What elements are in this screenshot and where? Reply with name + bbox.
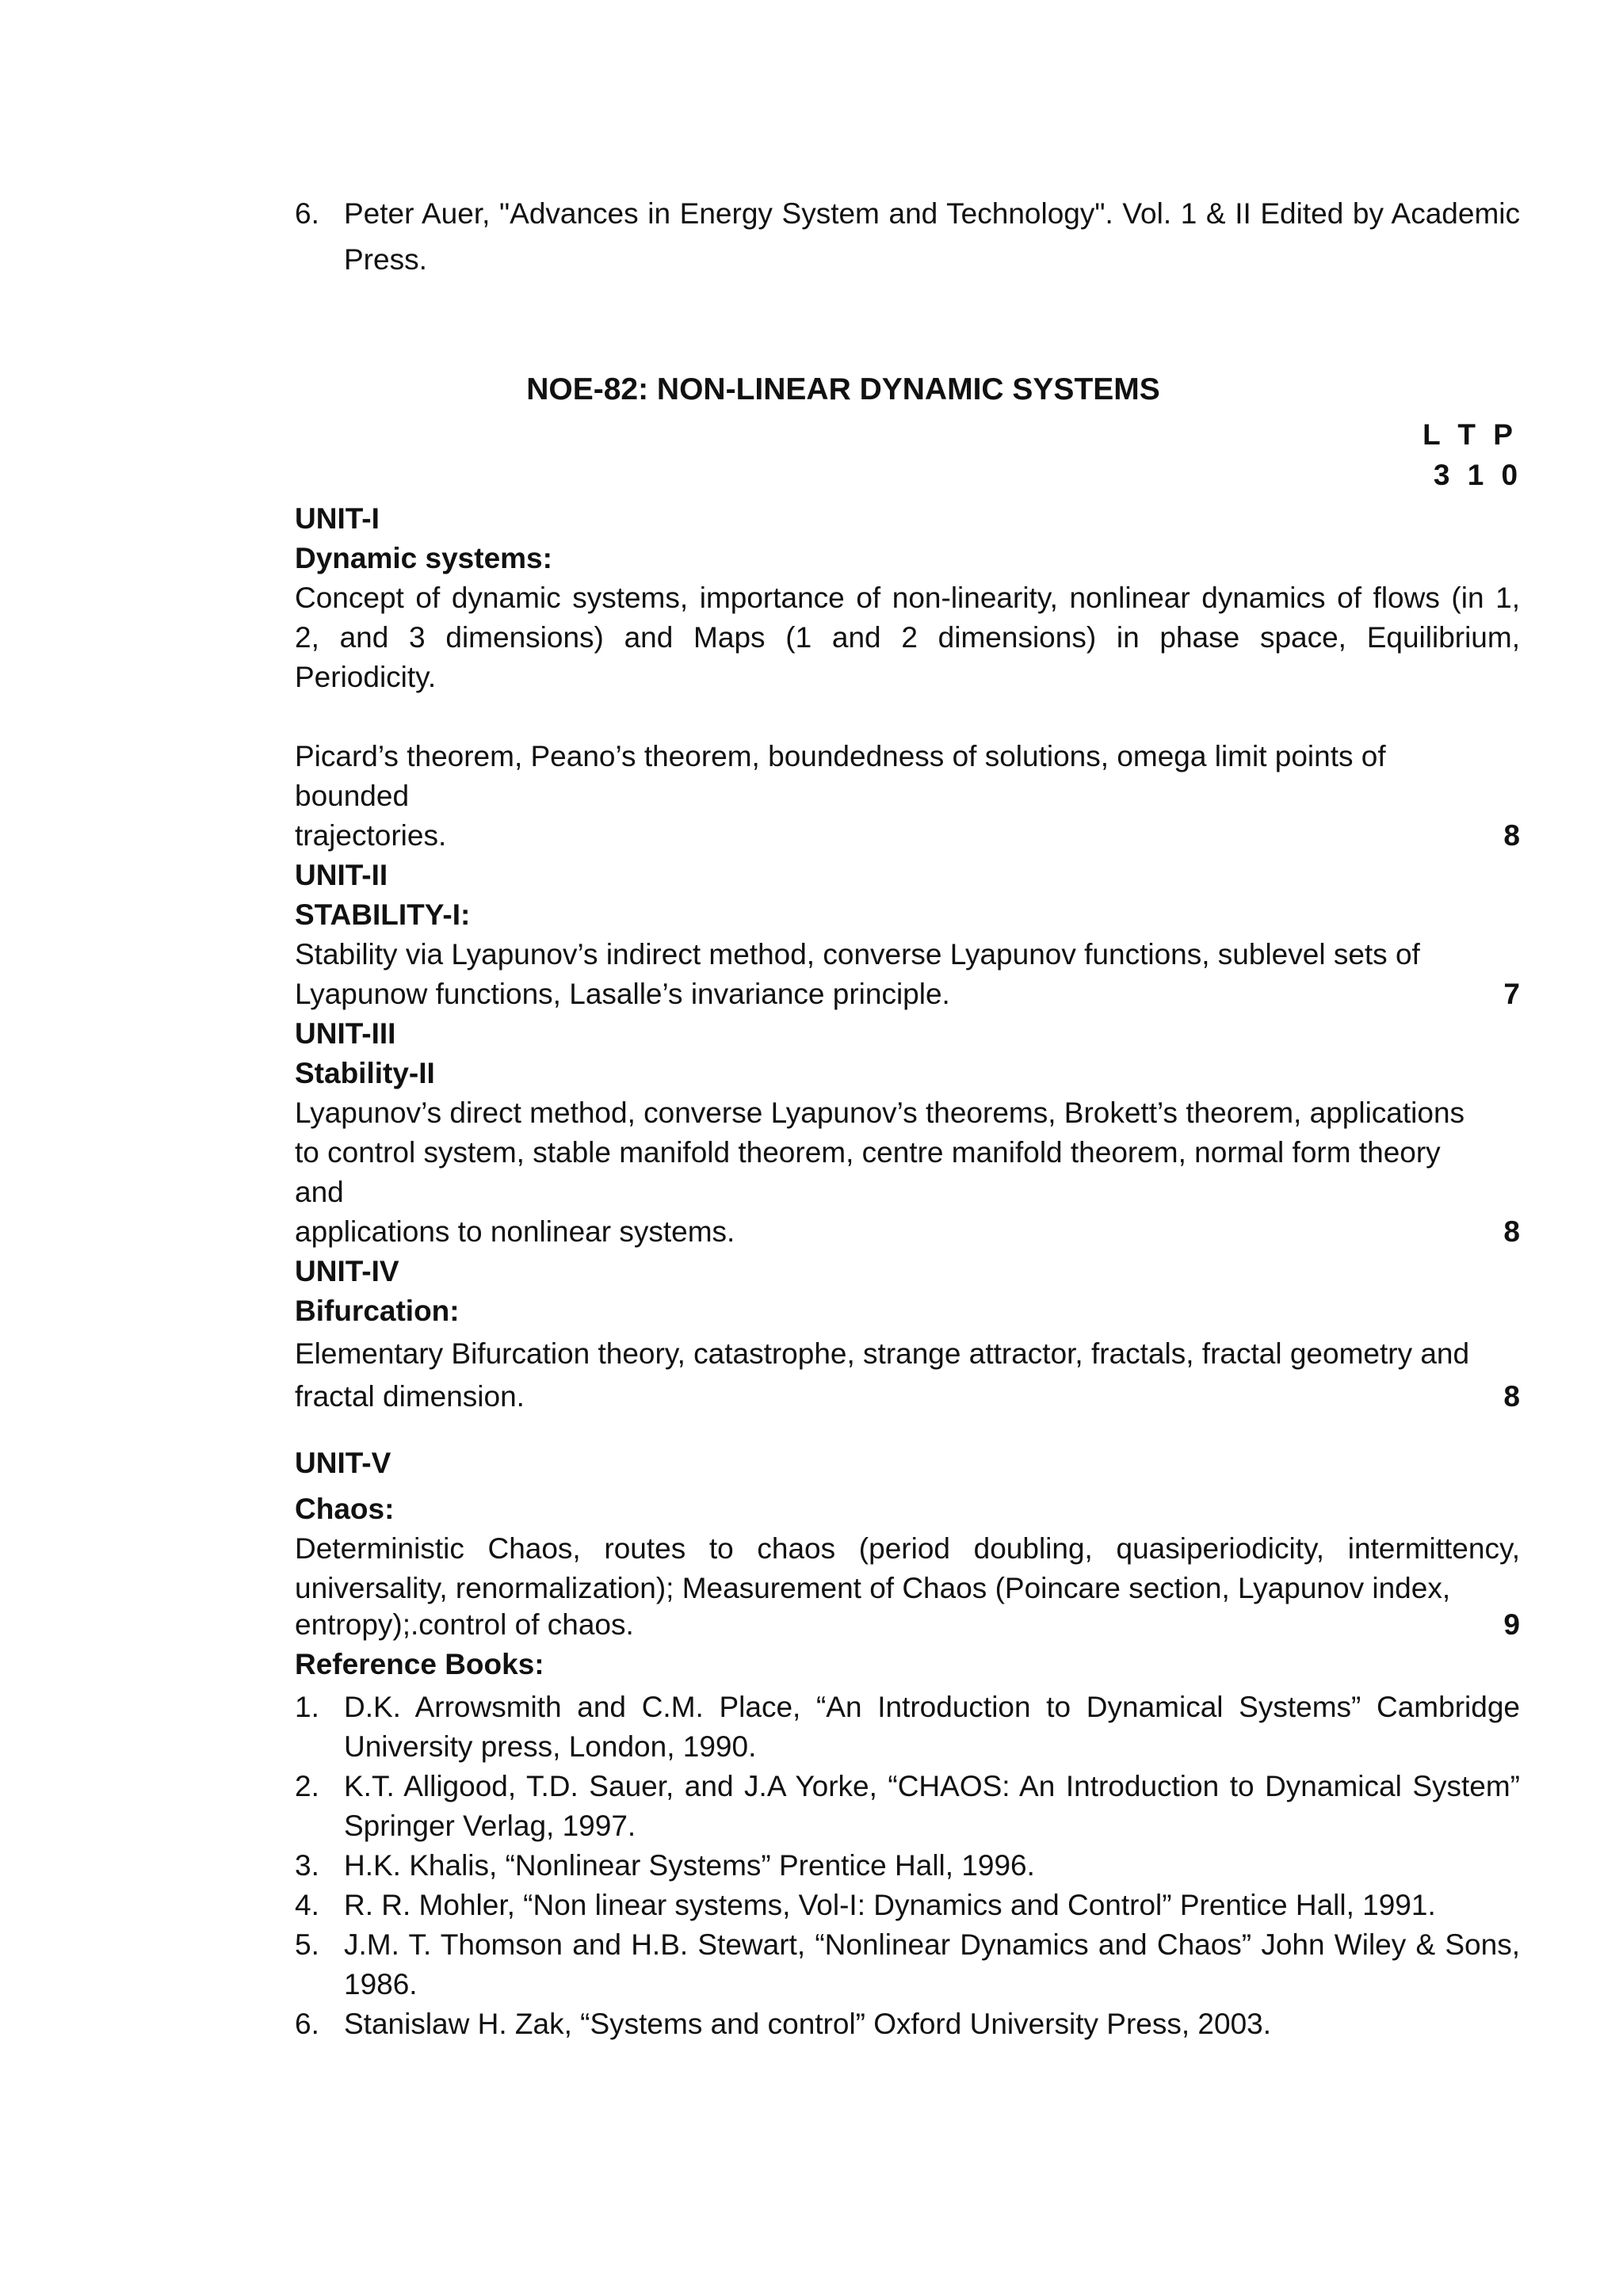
unit-1-text-line-5: bounded xyxy=(295,780,410,812)
unit-5-hours: 9 xyxy=(1503,1608,1520,1641)
unit-2-text-line-1: Stability via Lyapunov’s indirect method, converse Lyapunov functions, sublevel sets of xyxy=(295,938,1420,971)
reference-5-line-2: 1986. xyxy=(344,1968,418,2000)
unit-1-text-line-3: Periodicity. xyxy=(295,661,437,693)
unit-3-heading: Stability-II xyxy=(295,1057,435,1089)
reference-1-number: 1. xyxy=(295,1691,319,1723)
unit-1-text-line-4: Picard’s theorem, Peano’s theorem, boundedness of solutions, omega limit points of xyxy=(295,740,1386,772)
unit-5-text-line-1: Deterministic Chaos, routes to chaos (period doubling, quasiperiodicity, intermittency, xyxy=(295,1532,1520,1565)
unit-1-hours: 8 xyxy=(1503,819,1520,852)
unit-3-label: UNIT-III xyxy=(295,1017,396,1050)
ltp-label: L T P xyxy=(1423,418,1518,451)
unit-5-heading: Chaos: xyxy=(295,1493,395,1525)
reference-5-line-1: J.M. T. Thomson and H.B. Stewart, “Nonlinear Dynamics and Chaos” John Wiley & Sons, xyxy=(344,1928,1520,1961)
unit-5-label: UNIT-V xyxy=(295,1447,391,1479)
reference-2-line-1: K.T. Alligood, T.D. Sauer, and J.A Yorke, “CHAOS: An Introduction to Dynamical System” xyxy=(344,1770,1520,1802)
reference-4-number: 4. xyxy=(295,1889,319,1921)
unit-1-heading: Dynamic systems: xyxy=(295,542,552,574)
top-reference-number: 6. xyxy=(295,197,319,230)
unit-3-text-line-3: and xyxy=(295,1176,344,1208)
unit-5-text-line-2: universality, renormalization); Measurement of Chaos (Poincare section, Lyapunov index, xyxy=(295,1572,1451,1604)
unit-4-text-line-1: Elementary Bifurcation theory, catastrophe, strange attractor, fractals, fractal geometry and xyxy=(295,1337,1470,1370)
unit-1-text-line-6: trajectories. xyxy=(295,819,447,852)
unit-2-text-line-2: Lyapunow functions, Lasalle’s invariance principle. xyxy=(295,978,950,1010)
reference-4-line-1: R. R. Mohler, “Non linear systems, Vol-I: Dynamics and Control” Prentice Hall, 1991. xyxy=(344,1889,1436,1921)
top-reference-line-2: Press. xyxy=(344,243,427,276)
reference-2-line-2: Springer Verlag, 1997. xyxy=(344,1810,636,1842)
unit-2-heading: STABILITY-I: xyxy=(295,898,471,931)
reference-3-number: 3. xyxy=(295,1849,319,1882)
unit-4-heading: Bifurcation: xyxy=(295,1295,460,1327)
reference-1-line-2: University press, London, 1990. xyxy=(344,1730,757,1763)
unit-4-label: UNIT-IV xyxy=(295,1255,399,1287)
unit-2-label: UNIT-II xyxy=(295,859,388,891)
unit-4-text-line-2: fractal dimension. xyxy=(295,1380,525,1413)
unit-3-text-line-1: Lyapunov’s direct method, converse Lyapunov’s theorems, Brokett’s theorem, applications xyxy=(295,1097,1465,1129)
top-reference-line-1: Peter Auer, "Advances in Energy System and Technology". Vol. 1 & II Edited by Academic xyxy=(344,197,1520,230)
unit-5-text-line-3: entropy);.control of chaos. xyxy=(295,1608,634,1641)
unit-3-text-line-4: applications to nonlinear systems. xyxy=(295,1215,735,1248)
unit-3-hours: 8 xyxy=(1503,1215,1520,1248)
unit-4-hours: 8 xyxy=(1503,1380,1520,1413)
ltp-values: 3 1 0 xyxy=(1433,459,1523,491)
reference-6-number: 6. xyxy=(295,2008,319,2040)
unit-2-hours: 7 xyxy=(1503,978,1520,1010)
reference-3-line-1: H.K. Khalis, “Nonlinear Systems” Prentice Hall, 1996. xyxy=(344,1849,1035,1882)
reference-2-number: 2. xyxy=(295,1770,319,1802)
reference-6-line-1: Stanislaw H. Zak, “Systems and control” Oxford University Press, 2003. xyxy=(344,2008,1272,2040)
unit-1-text-line-2: 2, and 3 dimensions) and Maps (1 and 2 dimensions) in phase space, Equilibrium, xyxy=(295,621,1520,654)
unit-1-text-line-1: Concept of dynamic systems, importance of non-linearity, nonlinear dynamics of flows (in 1, xyxy=(295,582,1520,614)
reference-5-number: 5. xyxy=(295,1928,319,1961)
unit-3-text-line-2: to control system, stable manifold theorem, centre manifold theorem, normal form theory xyxy=(295,1136,1441,1169)
reference-books-heading: Reference Books: xyxy=(295,1648,544,1680)
course-title: NOE-82: NON-LINEAR DYNAMIC SYSTEMS xyxy=(526,372,1160,406)
unit-1-label: UNIT-I xyxy=(295,502,380,535)
reference-1-line-1: D.K. Arrowsmith and C.M. Place, “An Introduction to Dynamical Systems” Cambridge xyxy=(344,1691,1520,1723)
